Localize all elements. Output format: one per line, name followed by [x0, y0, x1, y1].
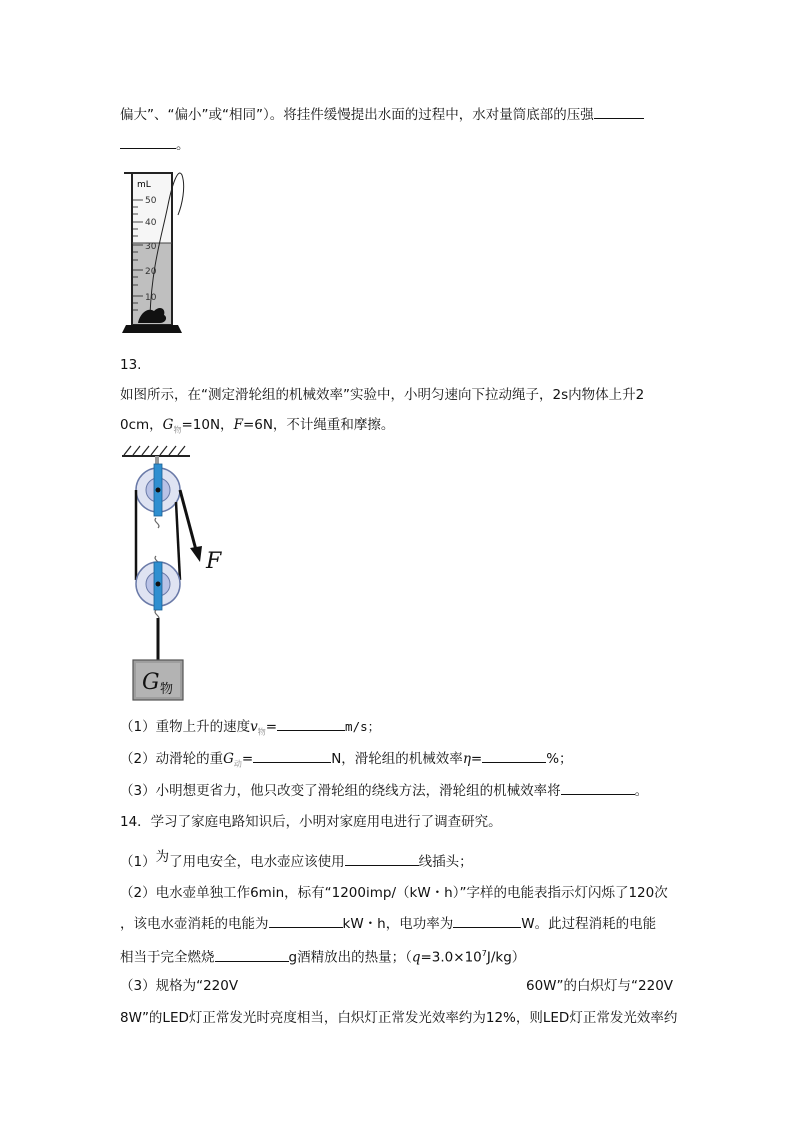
q14-sub2-line3 — [120, 944, 525, 968]
cylinder-tick-20: 20 — [145, 267, 157, 277]
q13-sub1-a: （1）重物上升的速度 — [120, 719, 251, 735]
q14-sub1-a: （1） — [120, 854, 156, 870]
q14-sub2-e: 相当于完全燃烧 — [120, 949, 215, 966]
q14-power-blank[interactable] — [453, 913, 521, 928]
q14-sub2-line2 — [120, 913, 656, 934]
q13-sub1-unit: m/s； — [345, 719, 381, 734]
q13-stem2-a: 0cm， — [120, 417, 163, 433]
q14-sub2-h: J/kg） — [486, 949, 526, 966]
q13-stem2-b: =10N， — [181, 417, 234, 433]
q13-number — [120, 355, 141, 375]
q12-pressure-blank-part1[interactable] — [594, 104, 644, 119]
cylinder-unit-label: mL — [137, 180, 151, 190]
q13-sub1-v: v — [250, 719, 258, 735]
measuring-cylinder-figure — [120, 165, 190, 337]
q14-sub1-c: 了用电安全，电水壶应该使用 — [169, 854, 345, 870]
q13-stem2-g-sub: 物 — [173, 425, 182, 435]
q14-stem-text: 14．学习了家庭电路知识后，小明对家庭用电进行了调查研究。 — [120, 814, 502, 830]
q13-number-text: 13. — [120, 357, 142, 373]
weight-label-sub: 物 — [160, 682, 174, 697]
q13-sub2-a: （2）动滑轮的重 — [120, 751, 224, 767]
force-label: F — [206, 549, 222, 574]
q13-stem2-f: F — [233, 417, 243, 433]
q12-pressure-blank-part2[interactable] — [120, 134, 176, 149]
q14-alcohol-blank[interactable] — [215, 947, 289, 962]
q13-sub3 — [120, 780, 648, 801]
q13-sub3-a: （3）小明想更省力，他只改变了滑轮组的绕线方法，滑轮组的机械效率将 — [120, 783, 561, 799]
q13-pulley-weight-blank[interactable] — [253, 748, 331, 763]
q14-stem — [120, 812, 502, 832]
q13-stem2-c: =6N，不计绳重和摩擦。 — [242, 417, 395, 433]
weight-label: G — [142, 670, 160, 695]
q14-sub3-line2 — [120, 1008, 677, 1028]
q13-sub2-eta: η — [462, 751, 471, 767]
q13-sub2 — [120, 748, 573, 775]
q14-sub2-b: ，该电水壶消耗的电能为 — [120, 916, 269, 932]
q12-line1-text: 偏大”、“偏小”或“相同”）。将挂件缓慢提出水面的过程中，水对量筒底部的压强 — [120, 107, 594, 123]
q13-sub2-e: %； — [546, 751, 573, 767]
q13-sub3-b: 。 — [634, 783, 649, 799]
q13-stem2-g: G — [162, 417, 174, 433]
q14-sub2-a: （2）电水壶单独工作6min，标有“1200imp/（kW・h）”字样的电能表指示灯闪烁了120次 — [120, 885, 668, 901]
q14-sub2-q: q — [411, 949, 421, 966]
q14-sub1-b: 为 — [155, 849, 170, 865]
q14-sub3-c: 8W”的LED灯正常发光时亮度相当，白炽灯正常发光效率约为12%，则LED灯正常发光效率约 — [120, 1010, 678, 1026]
q13-efficiency-change-blank[interactable] — [561, 780, 635, 795]
q14-sub3-b: 60W”的白炽灯与“220V — [526, 978, 674, 994]
q14-sub1-d: 线插头； — [418, 854, 473, 870]
q14-energy-blank[interactable] — [269, 913, 343, 928]
q13-efficiency-blank[interactable] — [482, 748, 546, 763]
q14-sub3-line1-left — [120, 976, 238, 996]
pulley-system-figure — [118, 442, 238, 704]
q14-sub1 — [120, 851, 473, 872]
cylinder-tick-10: 10 — [145, 293, 157, 303]
measuring-cylinder-svg — [120, 165, 190, 337]
q13-stem-line1 — [120, 385, 644, 405]
q13-sub2-g: G — [223, 751, 234, 767]
q13-stem1-text: 如图所示，在“测定滑轮组的机械效率”实验中，小明匀速向下拉动绳子，2s内物体上升2 — [120, 387, 645, 403]
q13-sub1 — [120, 716, 380, 743]
q12-line2 — [120, 134, 190, 155]
q13-sub2-d: = — [470, 751, 483, 767]
q14-sub2-d: W。此过程消耗的电能 — [521, 916, 657, 932]
cylinder-tick-40: 40 — [145, 218, 157, 228]
q14-sub3-line1-right — [526, 976, 673, 996]
q12-line2-end: 。 — [176, 137, 190, 153]
q14-plug-blank[interactable] — [345, 851, 419, 866]
q13-sub2-c: N，滑轮组的机械效率 — [331, 751, 463, 767]
cylinder-tick-50: 50 — [145, 196, 157, 206]
q13-sub2-b: = — [241, 751, 254, 767]
q13-sub2-gsub: 动 — [233, 759, 242, 769]
q14-sub2-line1 — [120, 883, 668, 903]
q14-sub2-exp: 7 — [481, 949, 487, 958]
q14-sub2-c: kW・h，电功率为 — [342, 916, 454, 932]
q13-speed-blank[interactable] — [277, 716, 345, 731]
q14-sub2-f: g酒精放出的热量；（ — [288, 949, 412, 966]
cylinder-tick-30: 30 — [145, 242, 157, 252]
q12-line1 — [120, 104, 644, 125]
q13-stem-line2 — [120, 415, 394, 441]
q14-sub2-g: =3.0×10 — [420, 949, 482, 966]
pulley-system-svg — [118, 442, 238, 704]
q14-sub3-a: （3）规格为“220V — [120, 978, 239, 994]
q13-sub1-b: = — [265, 719, 278, 735]
q13-sub1-vsub: 物 — [257, 727, 266, 737]
